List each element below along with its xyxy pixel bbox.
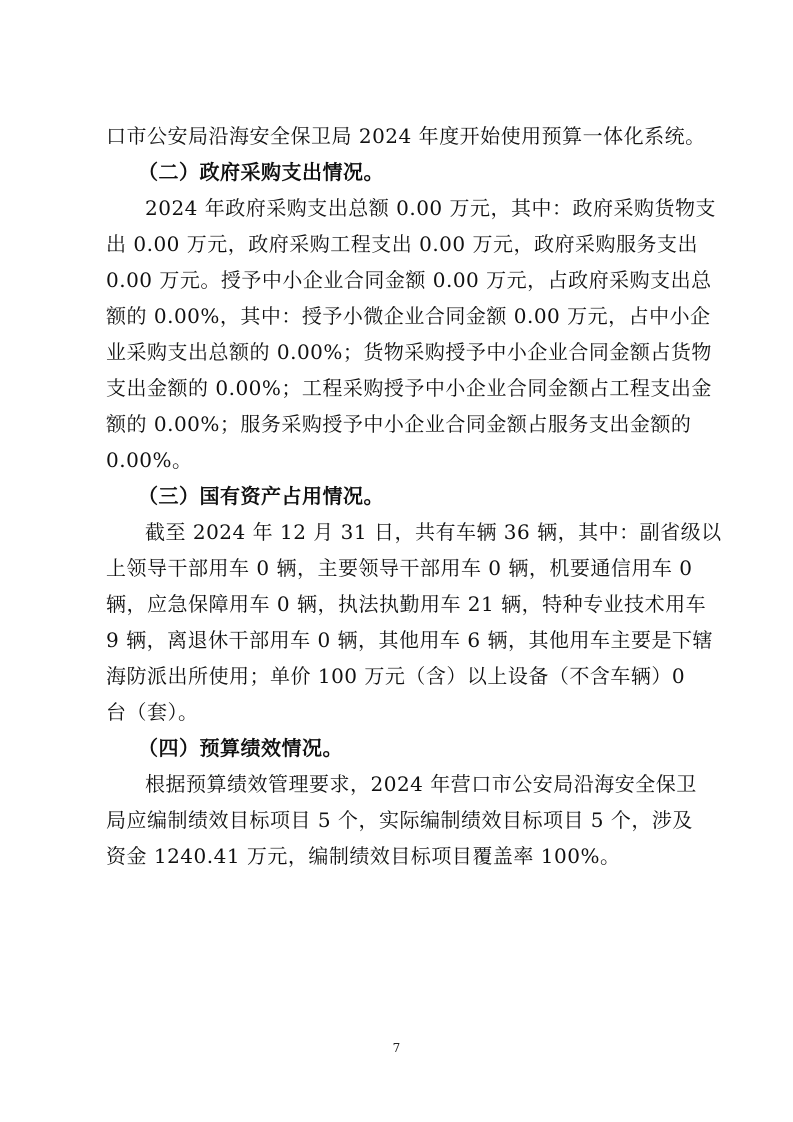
page-number: 7 xyxy=(392,1041,401,1055)
section-heading-performance: （四）预算绩效情况。 xyxy=(138,736,343,760)
paragraph-line: 9 辆，离退休干部用车 0 辆，其他用车 6 辆，其他用车主要是下辖 xyxy=(106,628,713,652)
paragraph-line: 支出金额的 0.00%；工程采购授予中小企业合同金额占工程支出金 xyxy=(106,376,712,400)
paragraph-line: 业采购支出总额的 0.00%；货物采购授予中小企业合同金额占货物 xyxy=(106,340,712,364)
paragraph-line: 辆，应急保障用车 0 辆，执法执勤用车 21 辆，特种专业技术用车 xyxy=(106,592,707,616)
paragraph-line: 台（套）。 xyxy=(106,700,199,724)
paragraph-line: 额的 0.00%；服务采购授予中小企业合同金额占服务支出金额的 xyxy=(106,412,692,436)
paragraph-line: 出 0.00 万元，政府采购工程支出 0.00 万元，政府采购服务支出 xyxy=(106,232,698,256)
section-heading-procurement: （二）政府采购支出情况。 xyxy=(138,160,384,184)
continuation-line: 口市公安局沿海安全保卫局 2024 年度开始使用预算一体化系统。 xyxy=(106,124,706,148)
paragraph-line: 局应编制绩效目标项目 5 个，实际编制绩效目标项目 5 个，涉及 xyxy=(106,808,693,832)
paragraph-line: 0.00 万元。授予中小企业合同金额 0.00 万元，占政府采购支出总 xyxy=(106,268,712,292)
paragraph-line: 资金 1240.41 万元，编制绩效目标项目覆盖率 100%。 xyxy=(106,844,621,868)
paragraph-line: 根据预算绩效管理要求，2024 年营口市公安局沿海安全保卫 xyxy=(145,772,697,796)
paragraph-line: 上领导干部用车 0 辆，主要领导干部用车 0 辆，机要通信用车 0 xyxy=(106,556,693,580)
paragraph-line: 2024 年政府采购支出总额 0.00 万元，其中：政府采购货物支 xyxy=(145,196,717,220)
paragraph-line: 0.00%。 xyxy=(106,448,193,472)
paragraph-line: 额的 0.00%，其中：授予小微企业合同金额 0.00 万元，占中小企 xyxy=(106,304,711,328)
paragraph-line: 截至 2024 年 12 月 31 日，共有车辆 36 辆，其中：副省级以 xyxy=(145,520,722,544)
paragraph-line: 海防派出所使用；单价 100 万元（含）以上设备（不含车辆）0 xyxy=(106,664,686,688)
section-heading-assets: （三）国有资产占用情况。 xyxy=(138,484,384,508)
